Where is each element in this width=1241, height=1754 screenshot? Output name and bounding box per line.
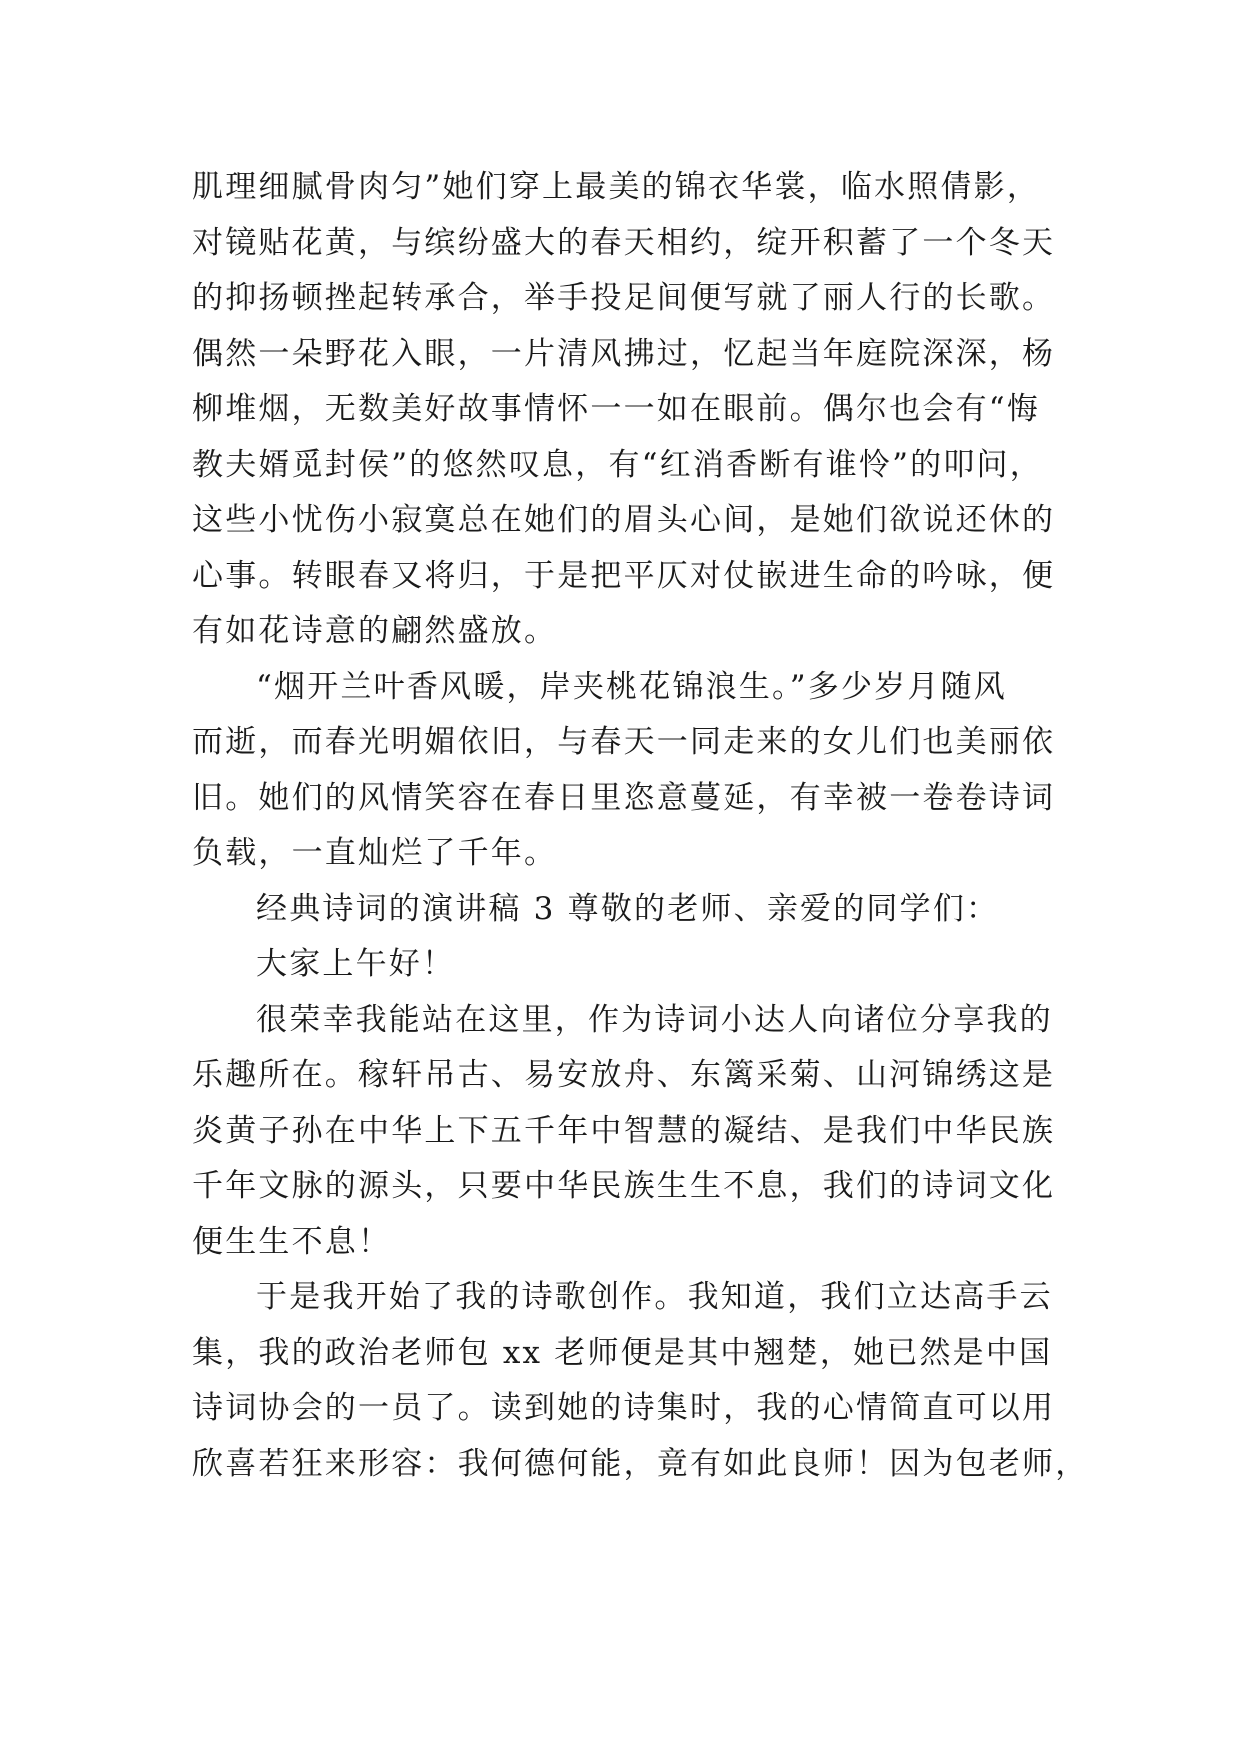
text-line: 这些小忧伤小寂寞总在她们的眉头心间，是她们欲说还休的 — [192, 502, 1056, 538]
text-line: 旧。她们的风情笑容在春日里恣意蔓延，有幸被一卷卷诗词 — [192, 779, 1056, 816]
text-line: 对镜贴花黄，与缤纷盛大的春天相约，绽开积蓄了一个冬天 — [192, 224, 1056, 261]
text-line: 欣喜若狂来形容：我何德何能，竟有如此良师！因为包老师， — [192, 1445, 1089, 1482]
text-line: 的抑扬顿挫起转承合，举手投足间便写就了丽人行的长歌。 — [192, 280, 1056, 316]
text-line: 负载，一直灿烂了千年。 — [192, 835, 558, 871]
text-line: 千年文脉的源头，只要中华民族生生不息，我们的诗词文化 — [192, 1168, 1056, 1204]
paragraph-start-line: “烟开兰叶香风暖，岸夹桃花锦浪生。”多少岁月随风 — [256, 668, 1007, 705]
text-line: 诗词协会的一员了。读到她的诗集时，我的心情简直可以用 — [192, 1390, 1056, 1426]
text-line: 心事。转眼春又将归，于是把平仄对仗嵌进生命的吟咏，便 — [192, 557, 1056, 594]
text-line: 有如花诗意的翩然盛放。 — [192, 613, 558, 649]
greeting-line: 大家上午好！ — [256, 946, 456, 982]
paragraph-start-line: 于是我开始了我的诗歌创作。我知道，我们立达高手云 — [256, 1279, 1053, 1315]
text-line: 偶然一朵野花入眼，一片清风拂过，忆起当年庭院深深，杨 — [192, 335, 1056, 372]
text-line: 集，我的政治老师包 xx 老师便是其中翘楚，她已然是中国 — [192, 1334, 1053, 1371]
body-text — [192, 160, 1089, 1492]
text-line: 炎黄子孙在中华上下五千年中智慧的凝结、是我们中华民族 — [192, 1112, 1056, 1149]
text-line: 教夫婿觅封侯”的悠然叹息，有“红消香断有谁怜”的叩问， — [192, 446, 1043, 483]
text-line: 柳堆烟，无数美好故事情怀一一如在眼前。偶尔也会有“悔 — [192, 391, 1041, 427]
text-line: 乐趣所在。稼轩吊古、易安放舟、东篱采菊、山河锦绣这是 — [192, 1057, 1056, 1093]
speech-heading-line: 经典诗词的演讲稿 3 尊敬的老师、亲爱的同学们： — [256, 890, 1000, 927]
text-line: 肌理细腻骨肉匀”她们穿上最美的锦衣华裳，临水照倩影， — [192, 169, 1041, 205]
paragraph-start-line: 很荣幸我能站在这里，作为诗词小达人向诸位分享我的 — [256, 1001, 1053, 1038]
text-line: 便生生不息！ — [192, 1223, 392, 1260]
text-line: 而逝，而春光明媚依旧，与春天一同走来的女儿们也美丽依 — [192, 724, 1056, 760]
